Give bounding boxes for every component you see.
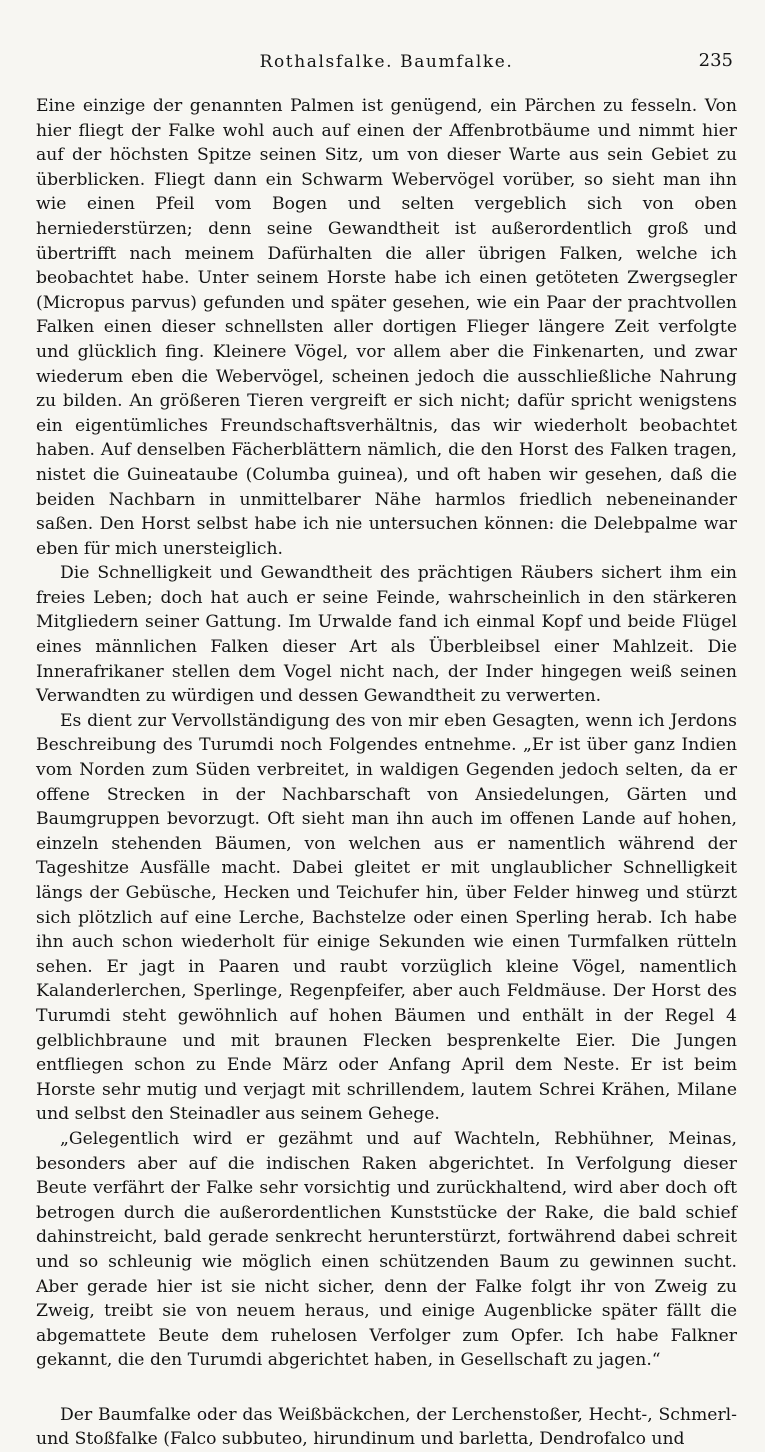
page-header bbox=[36, 46, 737, 76]
body-text bbox=[36, 94, 737, 1452]
paragraph-enemies: Die Schnelligkeit und Gewandtheit des prächtigen Räubers sichert ihm ein freies Leben; doch hat auch er seine Feinde, wahrscheinlich in den stärkeren Mitgliedern seiner Gattung. Im Urwalde fand ich einmal Kopf und beide Flügel eines männlichen Falken dieser Art als Überbleibsel einer Mahlzeit. Die Innerafrikaner stellen dem Vogel nicht nach, der Inder hingegen weiß seinen Verwandten zu würdigen und dessen Gewandtheit zu verwerten. bbox=[36, 563, 737, 707]
running-head: Rothalsfalke. Baumfalke. bbox=[259, 52, 514, 72]
paragraph-jerdon-description: Es dient zur Vervollständigung des von mir eben Gesagten, wenn ich Jerdons Beschreibung des Turumdi noch Folgendes entnehme. „Er ist über ganz Indien vom Norden zum Süden verbreitet, in waldigen Gegenden jedoch selten, da er offene Strecken in der Nachbarschaft von Ansiedelungen, Gärten und Baumgruppen bevorzugt. Oft sieht man ihn auch im offenen Lande auf hohen, einzeln stehenden Bäumen, von welchen aus er namentlich während der Tageshitze Ausfälle macht. Dabei gleitet er mit unglaublicher Schnelligkeit längs der Gebüsche, Hecken und Teichufer hin, über Felder hinweg und stürzt sich plötzlich auf eine Lerche, Bachstelze oder einen Sperling herab. Ich habe ihn auch schon wiederholt für einige Sekunden wie einen Turmfalken rütteln sehen. Er jagt in Paaren und raubt vorzüglich kleine Vögel, namentlich Kalanderlerchen, Sperlinge, Regenpfeifer, aber auch Feldmäuse. Der Horst des Turumdi steht gewöhnlich auf hohen Bäumen und enthält in der Regel 4 gelblichbraune und mit braunen Flecken besprenkelte Eier. Die Jungen entfliegen schon zu Ende März oder Anfang April dem Neste. Er ist beim Horste sehr mutig und verjagt mit schrillendem, lautem Schrei Krähen, Milane und selbst den Steinadler aus seinem Gehege. bbox=[36, 710, 737, 1125]
paragraph-falconry: „Gelegentlich wird er gezähmt und auf Wachteln, Rebhühner, Meinas, besonders aber auf die indischen Raken abgerichtet. In Verfolgung dieser Beute verfährt der Falke sehr vorsichtig und zurückhaltend, wird aber doch oft betrogen durch die außerordentlichen Kunststücke der Rake, die bald schief dahinstreicht, bald gerade senkrecht herunterstürzt, fortwährend dabei schreit und so schleunig wie möglich einen schützenden Baum zu gewinnen sucht. Aber gerade hier ist sie nicht sicher, denn der Falke folgt ihr von Zweig zu Zweig, treibt sie von neuem heraus, und einige Augenblicke später fällt die abgemattete Beute dem ruhelosen Verfolger zum Opfer. Ich habe Falkner gekannt, die den Turumdi abgerichtet haben, in Gesellschaft zu jagen.“ bbox=[36, 1128, 737, 1371]
paragraph-palm-nest: Eine einzige der genannten Palmen ist genügend, ein Pärchen zu fesseln. Von hier fliegt der Falke wohl auch auf einen der Affenbrotbäume und nimmt hier auf der höchsten Spitze seinen Sitz, um von dieser Warte aus sein Gebiet zu überblicken. Fliegt dann ein Schwarm Webervögel vorüber, so sieht man ihn wie einen Pfeil vom Bogen und selten vergeblich sich von oben herniederstürzen; denn seine Gewandtheit ist außerordentlich groß und übertrifft nach meinem Dafürhalten die aller übrigen Falken, welche ich beobachtet habe. Unter seinem Horste habe ich einen getöteten Zwergsegler (Micropus parvus) gefunden und später gesehen, wie ein Paar der prachtvollen Falken einen dieser schnellsten aller dortigen Flieger längere Zeit verfolgte und glücklich fing. Kleinere Vögel, vor allem aber die Finkenarten, und zwar wiederum eben die Webervögel, scheinen jedoch die ausschließliche Nahrung zu bilden. An größeren Tieren vergreift er sich nicht; dafür spricht wenigstens ein eigentümliches Freundschaftsverhältnis, das wir wiederholt beobachtet haben. Auf denselben Fächerblättern nämlich, die den Horst des Falken tragen, nistet die Guineataube (Columba guinea), und oft haben wir gesehen, daß die beiden Nachbarn in unmittelbarer Nähe harmlos friedlich nebeneinander saßen. Den Horst selbst habe ich nie untersuchen können: die Delebpalme war eben für mich unersteiglich. bbox=[36, 96, 737, 559]
paragraph-baumfalke: Der Baumfalke oder das Weißbäckchen, der Lerchenstoßer, Hecht-, Schmerl- und Stoßfalke (Falco subbuteo, hirundinum und barletta, Dendrofalco und bbox=[36, 1404, 737, 1450]
page-number: 235 bbox=[698, 50, 733, 71]
